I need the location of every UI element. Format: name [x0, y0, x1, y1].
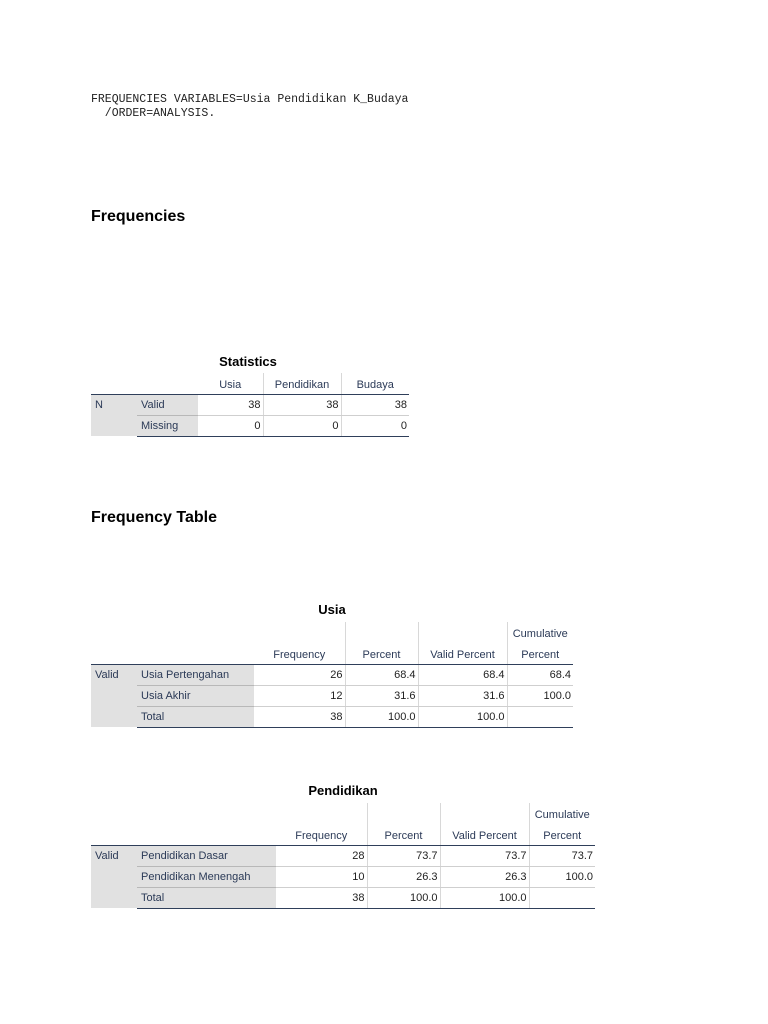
- cell: 100.0: [529, 866, 595, 887]
- cell: 26.3: [440, 866, 529, 887]
- cell: 38: [198, 394, 263, 415]
- cell: 100.0: [418, 706, 507, 727]
- syntax-line-2: /ORDER=ANALYSIS.: [91, 107, 216, 120]
- col-header: Percent: [345, 643, 418, 664]
- cell: 68.4: [345, 664, 418, 685]
- row-group-label: N: [91, 394, 137, 436]
- row-label: Usia Pertengahan: [137, 664, 254, 685]
- row-group-label: Valid: [91, 664, 137, 727]
- row-label: Pendidikan Dasar: [137, 845, 276, 866]
- cell: 26.3: [367, 866, 440, 887]
- cell: 73.7: [367, 845, 440, 866]
- cell: 73.7: [440, 845, 529, 866]
- cell: 12: [254, 685, 345, 706]
- cell: 0: [263, 415, 341, 436]
- cell: 26: [254, 664, 345, 685]
- col-header-top: Cumulative: [507, 622, 573, 643]
- cell: 38: [263, 394, 341, 415]
- syntax-line-1: FREQUENCIES VARIABLES=Usia Pendidikan K_Budaya: [91, 93, 409, 106]
- col-header-top: Cumulative: [529, 803, 595, 824]
- cell: 38: [254, 706, 345, 727]
- col-header: Valid Percent: [418, 643, 507, 664]
- row-label: Pendidikan Menengah: [137, 866, 276, 887]
- col-header: Frequency: [254, 643, 345, 664]
- cell: 10: [276, 866, 367, 887]
- syntax-block: [91, 93, 408, 121]
- frequencies-heading: Frequencies: [91, 208, 186, 225]
- cell: 100.0: [507, 685, 573, 706]
- pendidikan-table: [91, 803, 595, 909]
- cell: 100.0: [440, 887, 529, 908]
- row-label: Missing: [137, 415, 198, 436]
- col-header: Frequency: [276, 824, 367, 845]
- cell: 28: [276, 845, 367, 866]
- pendidikan-table-title: Pendidikan: [308, 783, 378, 798]
- col-header: Usia: [198, 373, 263, 394]
- col-header: Percent: [507, 643, 573, 664]
- cell: [529, 887, 595, 908]
- col-header: Percent: [367, 824, 440, 845]
- cell: 0: [341, 415, 409, 436]
- cell: 31.6: [418, 685, 507, 706]
- usia-table-title: Usia: [318, 602, 346, 617]
- statistics-table: [91, 373, 409, 437]
- row-label: Total: [137, 887, 276, 908]
- cell: 0: [198, 415, 263, 436]
- col-header: Valid Percent: [440, 824, 529, 845]
- row-label: Total: [137, 706, 254, 727]
- cell: 100.0: [367, 887, 440, 908]
- col-header: Pendidikan: [263, 373, 341, 394]
- usia-table: [91, 622, 573, 728]
- col-header: Budaya: [341, 373, 409, 394]
- cell: [507, 706, 573, 727]
- col-header: Percent: [529, 824, 595, 845]
- row-label: Valid: [137, 394, 198, 415]
- cell: 31.6: [345, 685, 418, 706]
- cell: 38: [341, 394, 409, 415]
- cell: 68.4: [418, 664, 507, 685]
- cell: 100.0: [345, 706, 418, 727]
- row-group-label: Valid: [91, 845, 137, 908]
- frequency-table-heading: Frequency Table: [91, 509, 217, 526]
- statistics-title: Statistics: [219, 354, 277, 369]
- row-label: Usia Akhir: [137, 685, 254, 706]
- cell: 73.7: [529, 845, 595, 866]
- cell: 38: [276, 887, 367, 908]
- cell: 68.4: [507, 664, 573, 685]
